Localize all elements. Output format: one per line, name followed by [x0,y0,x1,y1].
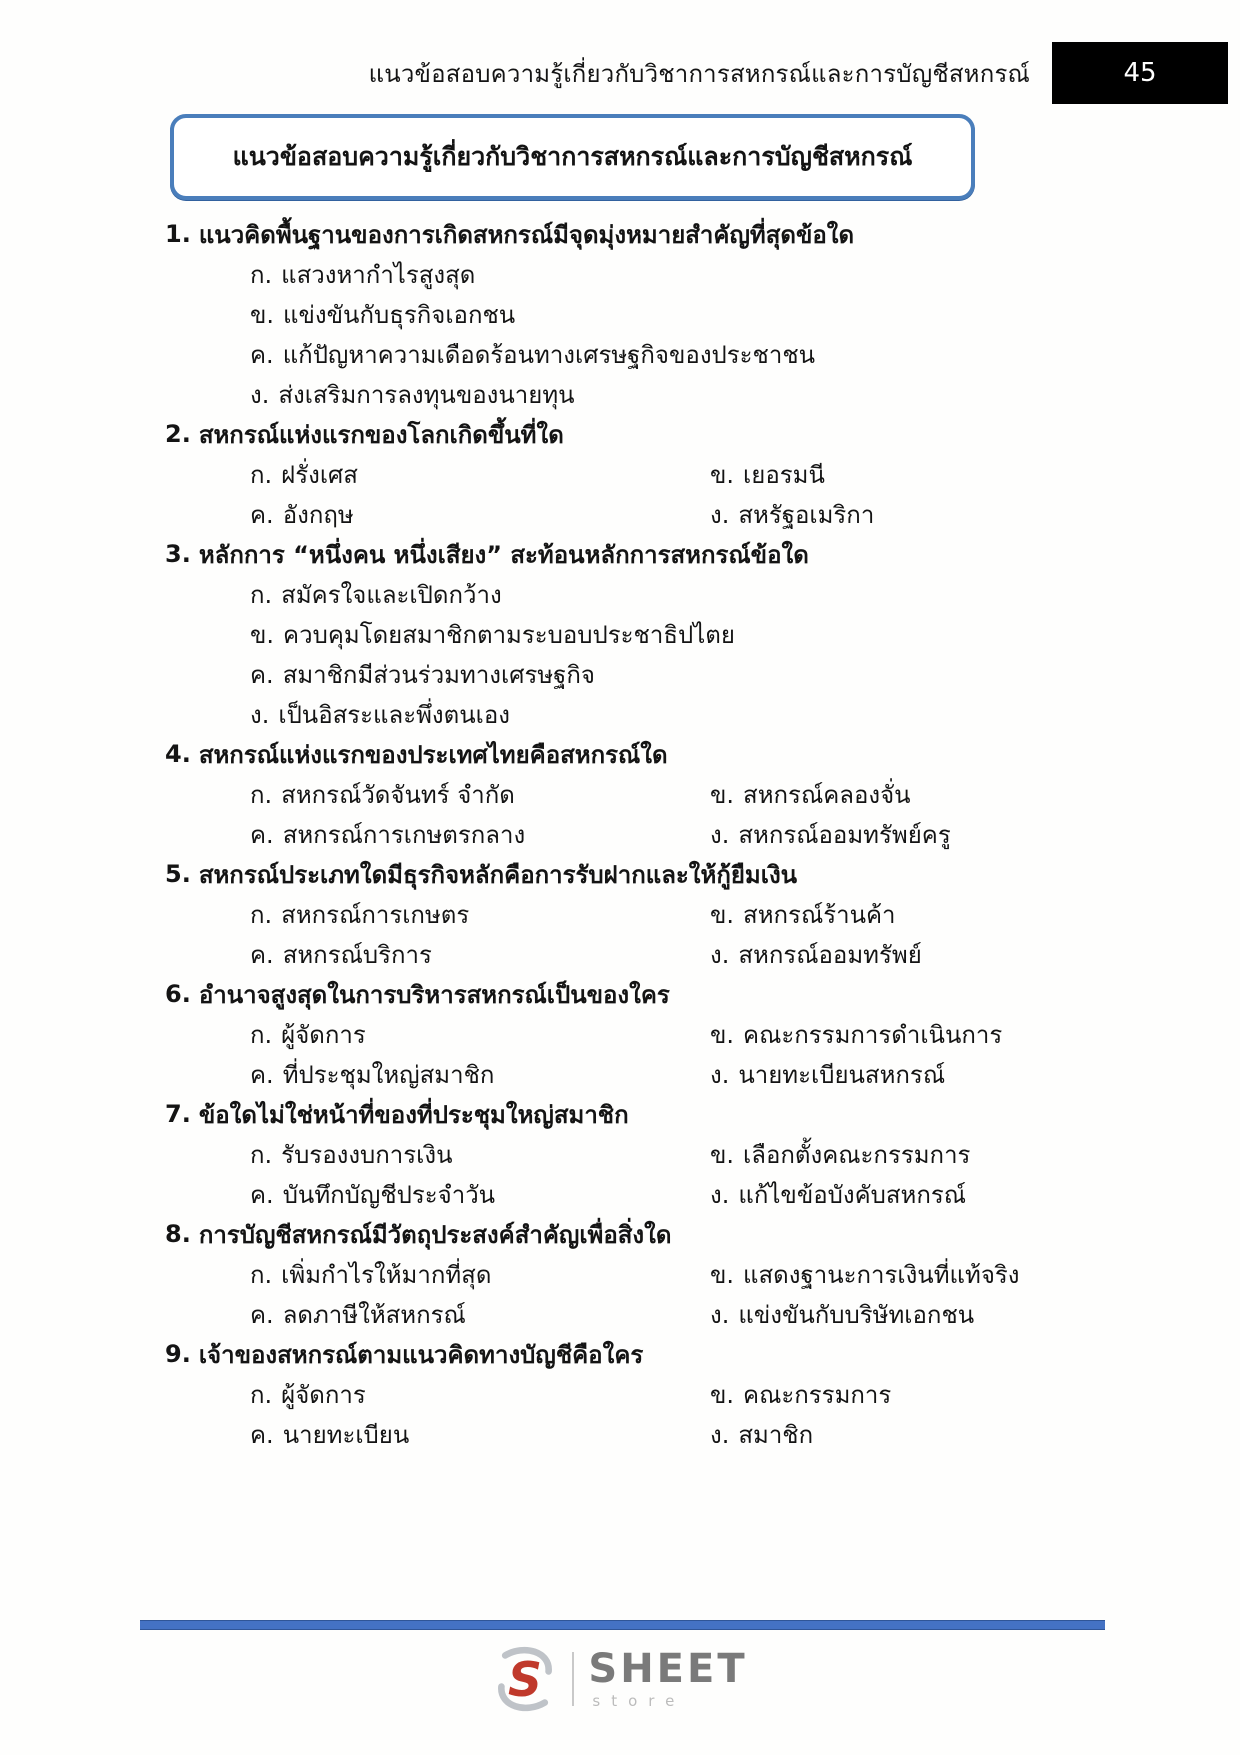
logo-text [588,1645,748,1710]
option-text: สหกรณ์ร้านค้า [743,900,896,929]
option [710,894,1240,934]
option [710,814,1240,854]
option-label: ข. [710,1020,735,1049]
option-text: สมาชิก [738,1420,814,1449]
option-label: ค. [250,1300,274,1329]
option [165,614,1240,654]
option-text: สหกรณ์การเกษตรกลาง [282,820,526,849]
option-text: สหกรณ์การเกษตร [281,900,470,929]
sheet-store-logo [0,1646,1240,1712]
option-row [165,454,1240,494]
option-label: ง. [710,1300,730,1329]
option-text: รับรองงบการเงิน [281,1140,453,1169]
option-text: แสวงหากำไรสูงสุด [281,260,476,289]
option-text: แสดงฐานะการเงินที่แท้จริง [743,1260,1020,1289]
option-label: ข. [710,900,735,929]
option-row [165,1054,1240,1094]
question-number: 2. [165,420,191,448]
question-number: 7. [165,1100,191,1128]
question-number: 8. [165,1220,191,1248]
option [165,1134,710,1174]
option-row [165,1254,1240,1294]
option [165,774,710,814]
option-label: ข. [710,780,735,809]
option-text: ผู้จัดการ [281,1380,366,1409]
option-label: ค. [250,660,274,689]
question-heading [165,214,1240,254]
option-text: สหกรณ์ออมทรัพย์ครู [738,820,951,849]
option [165,254,1240,294]
option [710,494,1240,534]
option-label: ง. [710,1060,730,1089]
option-text: บันทึกบัญชีประจำวัน [282,1180,496,1209]
logo-brand-name: SHEET [588,1645,748,1692]
option [710,1014,1240,1054]
question-heading [165,414,1240,454]
option-label: ง. [710,820,730,849]
option-label: ค. [250,1420,274,1449]
option [165,454,710,494]
question-7 [165,1094,1240,1214]
option-text: นายทะเบียนสหกรณ์ [738,1060,946,1089]
option-label: ง. [710,1420,730,1449]
option-text: เป็นอิสระและพึ่งตนเอง [278,700,510,729]
sheet-store-logo-icon [492,1646,558,1712]
question-text: เจ้าของสหกรณ์ตามแนวคิดทางบัญชีคือใคร [198,1340,644,1369]
option-label: ง. [710,1180,730,1209]
option-label: ข. [710,1140,735,1169]
option [710,1414,1240,1454]
option-text: สหกรณ์ออมทรัพย์ [738,940,922,969]
option-label: ก. [250,1020,273,1049]
option-label: ก. [250,900,273,929]
option [710,1054,1240,1094]
option [710,454,1240,494]
question-6 [165,974,1240,1094]
option-text: สหกรณ์วัดจันทร์ จำกัด [281,780,515,809]
option-row [165,894,1240,934]
question-number: 5. [165,860,191,888]
option-label: ก. [250,1260,273,1289]
question-5 [165,854,1240,974]
option-text: เพิ่มกำไรให้มากที่สุด [281,1260,492,1289]
question-8 [165,1214,1240,1334]
question-number: 4. [165,740,191,768]
option-text: ที่ประชุมใหญ่สมาชิก [282,1060,495,1089]
option [165,294,1240,334]
option [165,574,1240,614]
option [710,1294,1240,1334]
option-row [165,1374,1240,1414]
question-text: แนวคิดพื้นฐานของการเกิดสหกรณ์มีจุดมุ่งหมายสำคัญที่สุดข้อใด [198,220,855,249]
option [165,814,710,854]
option-label: ค. [250,1180,274,1209]
option [165,374,1240,414]
option-text: สหกรณ์บริการ [282,940,432,969]
option-text: สหกรณ์คลองจั่น [743,780,911,809]
option-label: ข. [710,460,735,489]
option-text: ควบคุมโดยสมาชิกตามระบอบประชาธิปไตย [283,620,735,649]
option-row [165,1414,1240,1454]
option-text: อังกฤษ [282,500,354,529]
option-text: แข่งขันกับบริษัทเอกชน [738,1300,975,1329]
option-row [165,814,1240,854]
option-label: ก. [250,1380,273,1409]
option [165,934,710,974]
question-heading [165,1214,1240,1254]
option-text: ผู้จัดการ [281,1020,366,1049]
option-text: แก้ปัญหาความเดือดร้อนทางเศรษฐกิจของประชาชน [282,340,816,369]
option [710,1174,1240,1214]
option-text: แข่งขันกับธุรกิจเอกชน [283,300,516,329]
question-1 [165,214,1240,414]
question-heading [165,734,1240,774]
option-label: ค. [250,340,274,369]
question-number: 1. [165,220,191,248]
option [165,1254,710,1294]
option-text: คณะกรรมการ [743,1380,892,1409]
question-heading [165,1094,1240,1134]
option [165,1294,710,1334]
option [710,1134,1240,1174]
question-2 [165,414,1240,534]
option-text: สหรัฐอเมริกา [738,500,875,529]
question-text: อำนาจสูงสุดในการบริหารสหกรณ์เป็นของใคร [198,980,670,1009]
option-text: ส่งเสริมการลงทุนของนายทุน [278,380,575,409]
question-4 [165,734,1240,854]
question-heading [165,1334,1240,1374]
question-text: สหกรณ์แห่งแรกของโลกเกิดขึ้นที่ใด [198,420,564,449]
question-text: หลักการ “หนึ่งคน หนึ่งเสียง” สะท้อนหลักการสหกรณ์ข้อใด [198,540,809,569]
option-text: แก้ไขข้อบังคับสหกรณ์ [738,1180,967,1209]
logo-divider [572,1652,574,1706]
option-label: ง. [250,700,270,729]
option [165,1054,710,1094]
option [165,1414,710,1454]
page-number: 45 [1123,58,1157,88]
question-number: 3. [165,540,191,568]
option-label: ก. [250,460,273,489]
option [165,494,710,534]
question-number: 9. [165,1340,191,1368]
option [710,1254,1240,1294]
option-label: ข. [250,300,275,329]
option-label: ก. [250,1140,273,1169]
option [710,934,1240,974]
option-label: ง. [710,940,730,969]
option [165,894,710,934]
option-label: ง. [710,500,730,529]
option [165,654,1240,694]
option-text: สมัครใจและเปิดกว้าง [281,580,502,609]
option-label: ก. [250,260,273,289]
footer-divider [140,1620,1105,1630]
option-text: คณะกรรมการดำเนินการ [743,1020,1003,1049]
option-label: ข. [710,1260,735,1289]
option-row [165,1134,1240,1174]
option-text: เยอรมนี [743,460,825,489]
option-row [165,1014,1240,1054]
option-label: ค. [250,500,274,529]
question-9 [165,1334,1240,1454]
option [165,1014,710,1054]
option [165,334,1240,374]
option-label: ก. [250,780,273,809]
option-row [165,774,1240,814]
question-list [0,200,1240,1454]
question-text: สหกรณ์แห่งแรกของประเทศไทยคือสหกรณ์ใด [198,740,668,769]
option-label: ข. [250,620,275,649]
logo-brand-subtitle: store [592,1691,686,1710]
option-text: สมาชิกมีส่วนร่วมทางเศรษฐกิจ [282,660,595,689]
option-label: ง. [250,380,270,409]
question-text: ข้อใดไม่ใช่หน้าที่ของที่ประชุมใหญ่สมาชิก [198,1100,629,1129]
option [710,774,1240,814]
question-3 [165,534,1240,734]
title-box-text: แนวข้อสอบความรู้เกี่ยวกับวิชาการสหกรณ์และการบัญชีสหกรณ์ [232,142,913,171]
question-heading [165,854,1240,894]
option-label: ค. [250,940,274,969]
svg-text:S: S [508,1652,543,1708]
option-label: ค. [250,1060,274,1089]
option-row [165,1294,1240,1334]
option [165,1174,710,1214]
title-box [170,114,975,200]
option-row [165,494,1240,534]
page-header [0,0,1240,104]
question-heading [165,974,1240,1014]
option [710,1374,1240,1414]
option-label: ก. [250,580,273,609]
page-number-badge [1052,42,1228,104]
option-label: ข. [710,1380,735,1409]
option [165,1374,710,1414]
option [165,694,1240,734]
question-number: 6. [165,980,191,1008]
question-heading [165,534,1240,574]
question-text: สหกรณ์ประเภทใดมีธุรกิจหลักคือการรับฝากและให้กู้ยืมเงิน [198,860,798,889]
option-row [165,1174,1240,1214]
option-text: เลือกตั้งคณะกรรมการ [743,1140,971,1169]
header-title: แนวข้อสอบความรู้เกี่ยวกับวิชาการสหกรณ์และการบัญชีสหกรณ์ [368,59,1030,88]
question-text: การบัญชีสหกรณ์มีวัตถุประสงค์สำคัญเพื่อสิ่งใด [198,1220,672,1249]
option-text: นายทะเบียน [282,1420,410,1449]
option-text: ลดภาษีให้สหกรณ์ [282,1300,466,1329]
option-text: ฝรั่งเศส [281,460,358,489]
option-row [165,934,1240,974]
option-label: ค. [250,820,274,849]
